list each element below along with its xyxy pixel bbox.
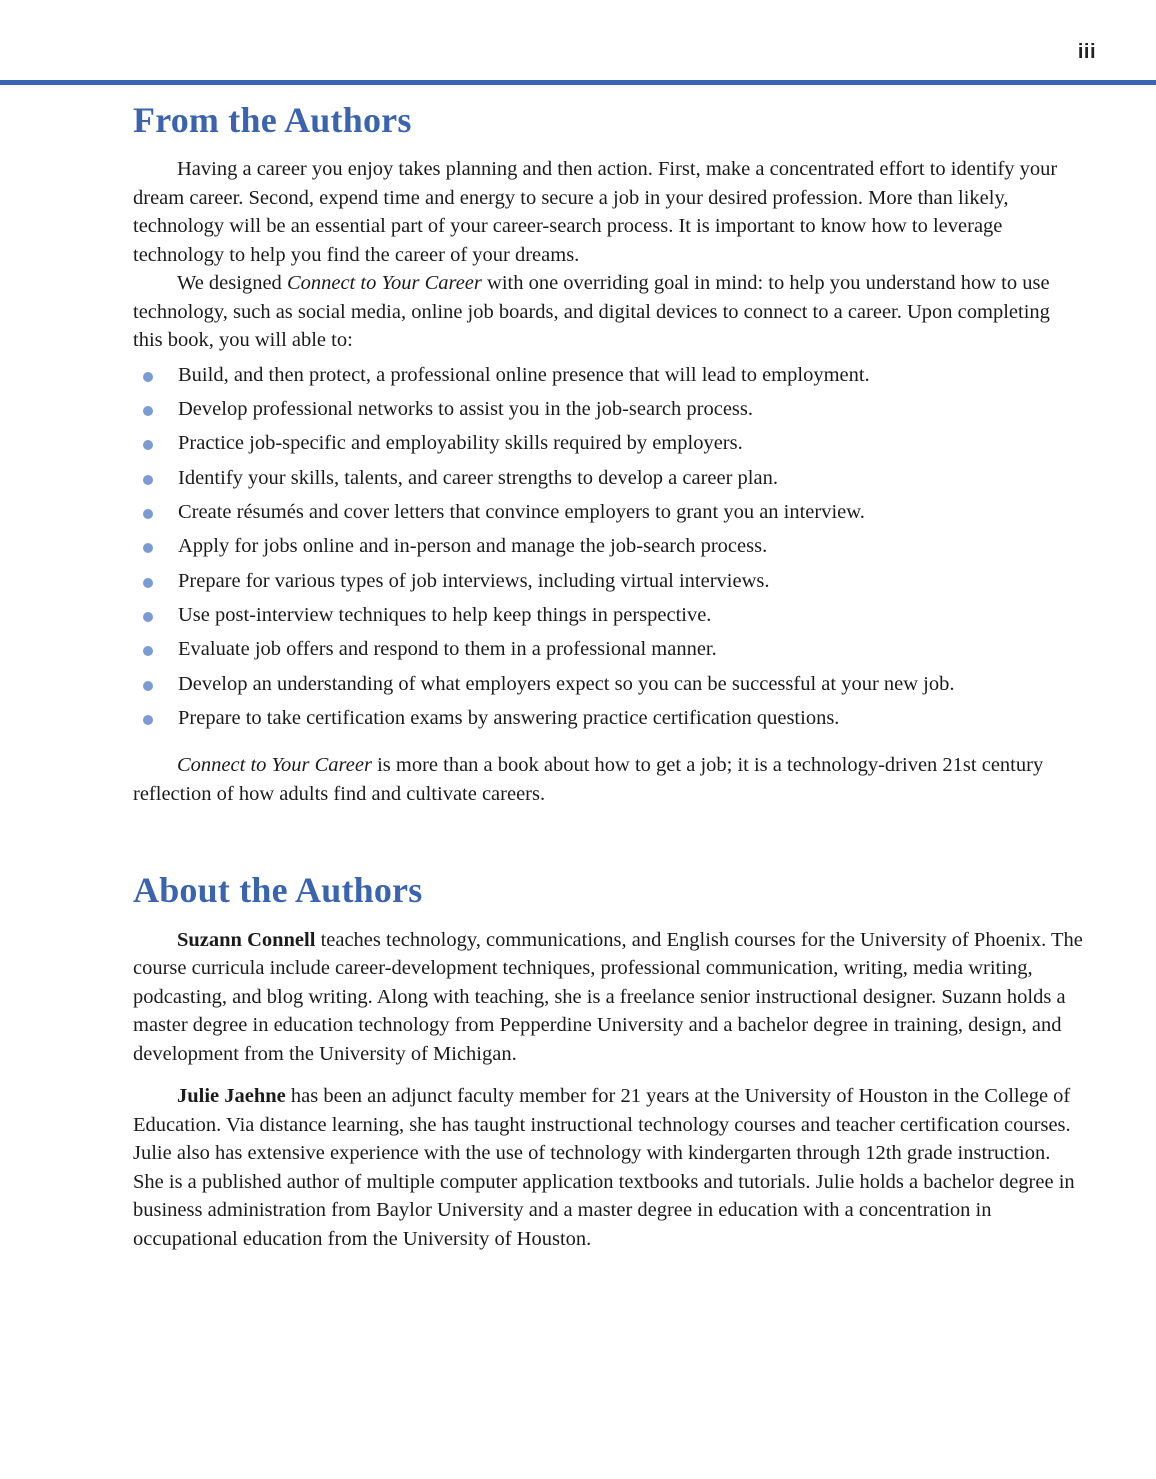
from-authors-paragraph-1: Having a career you enjoy takes planning and then action. First, make a concentrated effort to identify your dream career. Second, expend time and energy to secure a job in your desired profession. More than likely, technology will be an essential part of your career-search process. It is important to know how to leverage technology to help you find the career of your dreams.: [133, 158, 1058, 266]
section-about-the-authors: [133, 870, 1083, 1253]
page-header: [0, 0, 1156, 84]
list-item-label: Apply for jobs online and in-person and manage the job-search process.: [178, 535, 768, 558]
bullet-dot-icon: [143, 715, 153, 725]
author-name-julie-jaehne: Julie Jaehne: [177, 1085, 286, 1108]
book-title-italic: Connect to Your Career: [286, 272, 482, 295]
header-rule-divider: [0, 80, 1156, 85]
list-item-label: Develop an understanding of what employers expect so you can be successful at your new job.: [178, 672, 955, 695]
book-title-italic: Connect to Your Career: [177, 754, 372, 777]
author-bio-text: teaches technology, communications, and English courses for the University of Phoenix. The course curricula include career-development techniques, professional communication, writing, media writing, podcasting, and blog writing. Along with teaching, she is a freelance senior instructional designer. Suzann holds a master degree in education technology from Pepperdine University and a bachelor degree in training, design, and development from the University of Michigan.: [133, 928, 1083, 1065]
list-item-label: Create résumés and cover letters that convince employers to grant you an interview.: [178, 501, 865, 524]
from-authors-paragraph-2: [133, 269, 1083, 355]
list-item-label: Build, and then protect, a professional online presence that will lead to employment.: [178, 363, 870, 386]
list-item-label: Practice job-specific and employability skills required by employers.: [178, 432, 743, 455]
list-item: [133, 532, 1083, 560]
from-authors-closing-paragraph: [133, 751, 1083, 808]
author-bio-julie-jaehne: [133, 1082, 1083, 1253]
page-title: From the Authors: [133, 100, 412, 140]
author-name-suzann-connell: Suzann Connell: [177, 928, 316, 951]
bullet-dot-icon: [143, 509, 153, 519]
paragraph-2-lead-text: We designed: [177, 272, 287, 295]
section-from-the-authors: [133, 100, 1083, 808]
list-item-label: Prepare to take certification exams by answering practice certification questions.: [178, 706, 840, 729]
list-item-label: Identify your skills, talents, and career strengths to develop a career plan.: [178, 466, 778, 489]
bullet-dot-icon: [143, 475, 153, 485]
closing-paragraph-text: is more than a book about how to get a job; it is a technology-driven 21st century reflection of how adults find and cultivate careers.: [133, 754, 1044, 805]
author-bio-text: has been an adjunct faculty member for 21 years at the University of Houston in the College of Education. Via distance learning, she has taught instructional technology courses and teacher certification courses. Julie also has extensive experience with the use of technology with kindergarten through 12th grade instruction. She is a published author of multiple computer application textbooks and tutorials. Julie holds a bachelor degree in business administration from Baylor University and a master degree in education with a concentration in occupational education from the University of Houston.: [133, 1085, 1075, 1250]
author-bio-suzann-connell: [133, 926, 1083, 1069]
list-item: [133, 670, 1083, 698]
list-item-label: Use post-interview techniques to help keep things in perspective.: [178, 603, 712, 626]
bullet-dot-icon: [143, 543, 153, 553]
list-item-label: Evaluate job offers and respond to them in a professional manner.: [178, 638, 717, 661]
list-item: [133, 429, 1083, 457]
paragraph-2-trailing-text: with one overriding goal in mind: to help you understand how to use technology, such as social media, online job boards, and digital devices to connect to a career. Upon completing this book, you will able to:: [133, 272, 1050, 352]
list-item-label: Prepare for various types of job interviews, including virtual interviews.: [178, 569, 770, 592]
list-item: [133, 498, 1083, 526]
spacer: [133, 808, 1083, 870]
bullet-dot-icon: [143, 612, 153, 622]
about-authors-title: About the Authors: [133, 870, 423, 911]
list-item: [133, 464, 1083, 492]
page-content: [133, 100, 1083, 1253]
spacer: [133, 738, 1083, 751]
list-item: [133, 601, 1083, 629]
page-number: iii: [1077, 41, 1096, 63]
list-item: [133, 704, 1083, 732]
bullet-dot-icon: [143, 440, 153, 450]
bullet-dot-icon: [143, 372, 153, 382]
spacer: [133, 1068, 1083, 1082]
list-item: [133, 361, 1083, 389]
bullet-dot-icon: [143, 406, 153, 416]
list-item: [133, 635, 1083, 663]
learning-goals-list: [133, 361, 1083, 732]
bullet-dot-icon: [143, 578, 153, 588]
bullet-dot-icon: [143, 646, 153, 656]
bullet-dot-icon: [143, 681, 153, 691]
list-item-label: Develop professional networks to assist you in the job-search process.: [178, 398, 754, 421]
list-item: [133, 395, 1083, 423]
list-item: [133, 567, 1083, 595]
